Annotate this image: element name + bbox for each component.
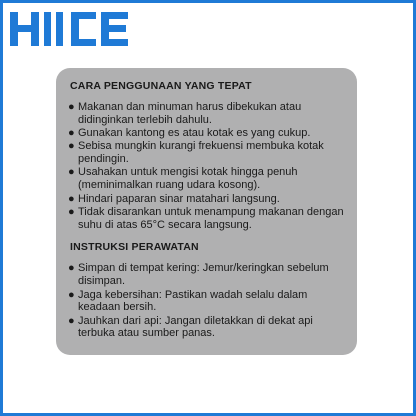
list-item: ● Simpan di tempat kering: Jemur/keringkan sebelum disimpan. <box>68 262 329 288</box>
list-item: ● Hindari paparan sinar matahari langsung. <box>68 192 280 205</box>
bullet-icon: ● <box>68 140 75 153</box>
instruction-card <box>56 68 357 355</box>
care-heading: INSTRUKSI PERAWATAN <box>70 241 199 254</box>
list-item: ● Makanan dan minuman harus dibekukan atau didinginkan terlebih dahulu. <box>68 101 302 126</box>
list-item: ● Usahakan untuk mengisi kotak hingga penuh (meminimalkan ruang udara kosong). <box>68 166 298 192</box>
list-item: ● Jauhkan dari api: Jangan diletakkan di dekat api terbuka atau sumber panas. <box>68 314 313 340</box>
bullet-icon: ● <box>68 192 75 205</box>
list-item: ● Jaga kebersihan: Pastikan wadah selalu dalam keadaan bersih. <box>68 288 308 314</box>
list-item: ● Sebisa mungkin kurangi frekuensi membuka kotak pendingin. <box>68 140 324 166</box>
bullet-icon: ● <box>68 166 75 179</box>
bullet-icon: ● <box>68 101 75 113</box>
care-list <box>70 262 347 340</box>
usage-list <box>70 101 347 231</box>
bullet-icon: ● <box>68 314 75 327</box>
bullet-icon: ● <box>68 288 75 301</box>
brand-logo <box>8 8 130 50</box>
list-item: ● Gunakan kantong es atau kotak es yang cukup. <box>68 127 311 140</box>
list-item: ● Tidak disarankan untuk menampung makanan dengan suhu di atas 65°C secara langsung. <box>68 205 344 231</box>
bullet-icon: ● <box>68 262 75 275</box>
usage-heading: CARA PENGGUNAAN YANG TEPAT <box>70 80 252 92</box>
bullet-icon: ● <box>68 127 75 140</box>
bullet-icon: ● <box>68 205 75 218</box>
